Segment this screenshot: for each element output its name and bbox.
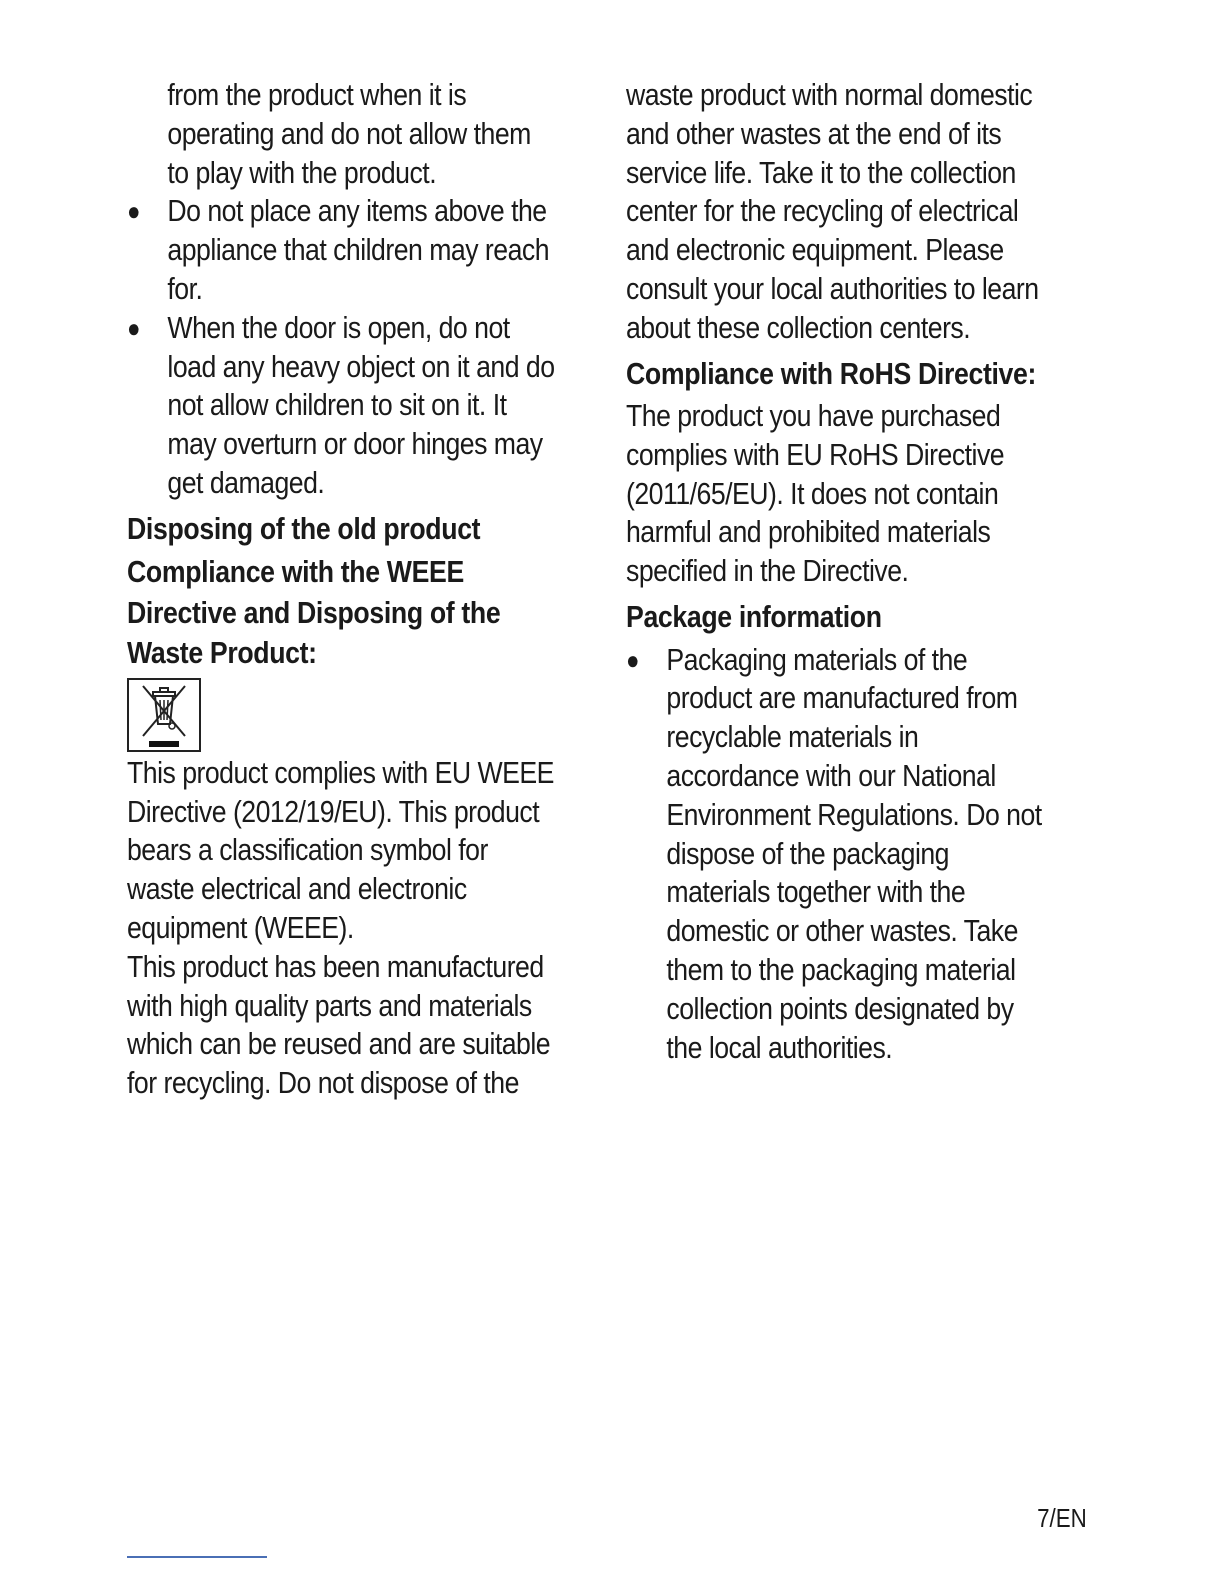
text-line: domestic or other wastes. Take xyxy=(666,913,1018,949)
text-line: operating and do not allow them xyxy=(167,115,531,151)
text-line: about these collection centers. xyxy=(626,309,971,345)
text-line: waste product with normal domestic xyxy=(626,77,1033,112)
text-line: collection points designated by xyxy=(666,990,1014,1026)
list-item xyxy=(626,641,1095,1068)
text-line: accordance with our National xyxy=(666,757,996,793)
text-line: Packaging materials of the xyxy=(666,641,968,677)
text-line: recyclable materials in xyxy=(666,719,919,755)
heading-rohs: Compliance with RoHS Directive: xyxy=(626,355,1037,391)
text-line: complies with EU RoHS Directive xyxy=(626,436,1005,472)
wheelie-bin-svg xyxy=(129,680,199,750)
text-line: consult your local authorities to learn xyxy=(626,270,1039,306)
bullet-icon: ● xyxy=(626,644,639,675)
text-line: Environment Regulations. Do not xyxy=(666,796,1042,832)
text-line: bears a classification symbol for xyxy=(127,832,488,868)
text-line: service life. Take it to the collection xyxy=(626,154,1016,190)
intro-continuation xyxy=(127,76,596,192)
intro-paragraph xyxy=(127,76,596,503)
text-line: the local authorities. xyxy=(666,1029,893,1065)
text-line: product are manufactured from xyxy=(666,680,1018,716)
bullet-icon: ● xyxy=(127,196,140,227)
text-line: for. xyxy=(167,270,203,306)
text-line: and electronic equipment. Please xyxy=(626,232,1004,268)
text-line: When the door is open, do not xyxy=(167,309,510,345)
left-column xyxy=(127,76,597,1103)
text-line: not allow children to sit on it. It xyxy=(167,387,507,423)
text-line: This product complies with EU WEEE xyxy=(127,754,554,790)
text-line: appliance that children may reach xyxy=(167,232,550,268)
heading-weee-line: Compliance with the WEEE xyxy=(127,554,464,590)
text-line: may overturn or door hinges may xyxy=(167,426,543,462)
weee-paragraph xyxy=(127,754,596,1103)
text-line: This product has been manufactured xyxy=(127,948,544,984)
text-line: get damaged. xyxy=(167,464,325,500)
heading-disposing: Disposing of the old product xyxy=(127,510,481,546)
bullet-icon: ● xyxy=(127,312,140,343)
text-line: The product you have purchased xyxy=(626,398,1001,434)
text-line: harmful and prohibited materials xyxy=(626,514,991,550)
text-line: which can be reused and are suitable xyxy=(127,1026,551,1062)
text-line: and other wastes at the end of its xyxy=(626,115,1002,151)
text-line: with high quality parts and materials xyxy=(127,987,532,1023)
list-item xyxy=(127,192,596,308)
text-line: Do not place any items above the xyxy=(167,193,547,229)
text-line: load any heavy object on it and do xyxy=(167,348,555,384)
package-list xyxy=(626,641,1095,1068)
text-line: them to the packaging material xyxy=(666,951,1016,987)
text-line: from the product when it is xyxy=(167,77,467,112)
text-line: specified in the Directive. xyxy=(626,553,909,589)
right-column xyxy=(626,76,1096,1067)
text-line: (2011/65/EU). It does not contain xyxy=(626,475,999,511)
footer-rule xyxy=(127,1556,267,1558)
text-line: for recycling. Do not dispose of the xyxy=(127,1065,519,1101)
heading-package: Package information xyxy=(626,599,882,635)
heading-weee-line: Waste Product: xyxy=(127,635,317,671)
heading-weee-line: Directive and Disposing of the xyxy=(127,594,501,630)
text-line: waste electrical and electronic xyxy=(127,871,467,907)
text-line: dispose of the packaging xyxy=(666,835,949,871)
list-item xyxy=(127,309,596,503)
continuation-paragraph xyxy=(626,76,1095,348)
text-line: Directive (2012/19/EU). This product xyxy=(127,793,540,829)
page-number: 7/EN xyxy=(1037,1503,1087,1533)
text-line: equipment (WEEE). xyxy=(127,909,354,945)
crossed-out-wheelie-bin-icon xyxy=(127,678,201,752)
text-line: to play with the product. xyxy=(167,154,437,190)
text-line: materials together with the xyxy=(666,874,966,910)
text-line: center for the recycling of electrical xyxy=(626,193,1019,229)
rohs-paragraph xyxy=(626,397,1095,591)
